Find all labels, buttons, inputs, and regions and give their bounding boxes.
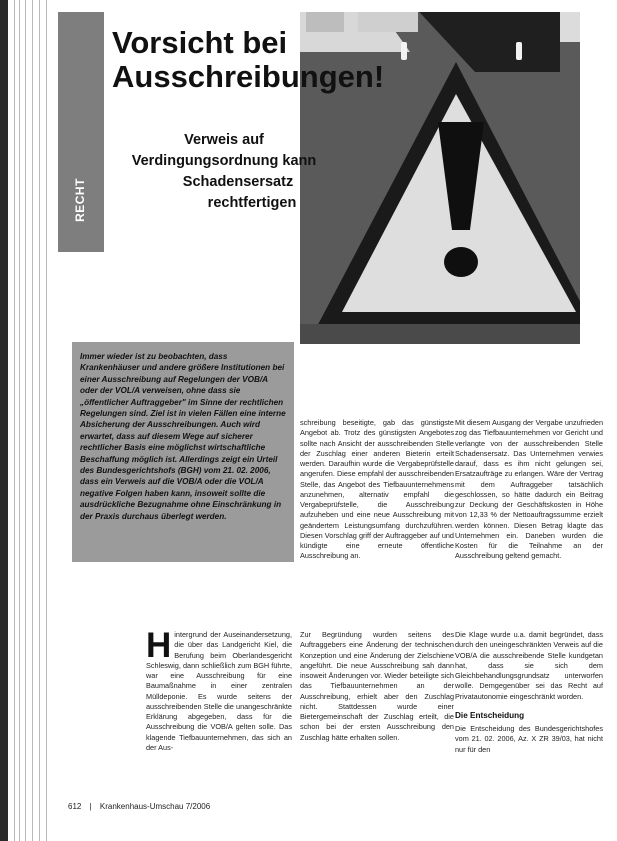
article-subtitle bbox=[104, 130, 344, 214]
body-paragraph bbox=[146, 626, 292, 753]
subtitle-line: Verdingungsordnung kann bbox=[131, 153, 317, 169]
subtitle-line: rechtfertigen bbox=[207, 195, 297, 211]
page-number: 612 bbox=[68, 802, 82, 811]
page-footer bbox=[68, 802, 210, 811]
subtitle-line: Verweis auf bbox=[184, 132, 264, 148]
title-line: Vorsicht bei bbox=[112, 25, 288, 60]
body-paragraph: schreibung beseitigte, gab das günstigste Angebot ab. Trotz des günstigsten Angebotes sollte nach Ansicht der ausschreibenden Stelle der Zuschlag einer anderen Bieterin erteilt werden. Daraufhin wurde die Vergabeprüfstelle angerufen. Diese empfahl der ausschreibenden Stelle, das Angebot des Tiefbauunternehmens anzunehmen, alternativ empfahl die Vergabeprüfstelle, die Ausschreibung aufzuheben und eine neue Ausschreibung mit geändertem Leistungsumfang durchzuführen. Diesen Vorschlag griff der Auftraggeber auf und kündigte eine erneute öffentliche Ausschreibung an. bbox=[300, 418, 454, 561]
body-paragraph: Die Entscheidung des Bundesgerichtshofes vom 21. 02. 2006, Az. X ZR 39/03, hat nicht nur für den bbox=[455, 724, 603, 754]
scan-edge bbox=[0, 0, 8, 841]
title-line: Ausschreibungen! bbox=[112, 59, 385, 94]
column-left-bottom bbox=[146, 626, 292, 762]
section-label: RECHT bbox=[73, 178, 87, 222]
intro-text: Immer wieder ist zu beobachten, dass Krankenhäuser und andere größere Institutionen bei einer Ausschreibung auf Regelungen der VOB/A oder der VOL/A verweisen, ohne dass sie „öffentlicher Auftraggeber" im Sinne der rechtlichen Regelungen sind. Ziel ist in vielen Fällen eine interne Absicherung der Ausschreibungen. Auch wird erwartet, dass auf diesem Wege auf sicherer rechtlicher Basis eine möglichst wirtschaftliche Beschaffung möglich ist. Allerdings zeigt ein Urteil des Bundesgerichtshofs (BGH) vom 21. 02. 2006, dass ein Verweis auf die VOB/A oder die VOL/A negative Folgen haben kann, insoweit sollte die ausdrückliche Bezugnahme ohne Einschränkung in der Praxis durchaus überlegt werden. bbox=[80, 352, 286, 521]
subtitle-line: Schadensersatz bbox=[182, 174, 294, 190]
section-heading: Die Entscheidung bbox=[455, 710, 525, 720]
intro-box bbox=[72, 342, 294, 562]
column-middle-top bbox=[300, 418, 454, 571]
footer-separator: | bbox=[89, 802, 92, 811]
journal-name: Krankenhaus-Umschau 7/2006 bbox=[99, 802, 211, 811]
column-right-top bbox=[455, 418, 603, 571]
body-paragraph: Zur Begründung wurden seitens des Auftraggebers eine Änderung der technischen Konzeption und eine Änderung der Zielschiene angeführt. Die neue Ausschreibung sah dann insoweit Änderungen vor. Wieder beteiligte sich das Tiefbauunternehmen an der Ausschreibung, erhielt aber den Zuschlag nicht. Stattdessen wurde einer Bietergemeinschaft der Zuschlag erteilt, die schon bei der ersten Ausschreibung den Zuschlag hätte erhalten sollen. bbox=[300, 630, 454, 742]
body-text: intergrund der Auseinandersetzung, die über das Landgericht Kiel, die Berufung beim Oberlandesgericht Schleswig, dann schließlich zum BGH führte, war eine Ausschreibung für eine Baumaßnahme in einer zentralen Mülldeponie. Es wurde seitens der ausschreibenden Stelle die unangeschränkte Erklärung abgegeben, dass für die Ausschreibung die VOB/A gelten solle. Das klagende Tiefbauunternehmen, das sich an der Aus- bbox=[146, 630, 292, 752]
page-edge-lines bbox=[14, 0, 54, 841]
section-rail bbox=[70, 160, 90, 240]
body-paragraph: Mit diesem Ausgang der Vergabe unzufrieden zog das Tiefbauunternehmen vor Gericht und verlangte von der ausschreibenden Stelle Schadensersatz. Das Unternehmen verwies darauf, dass es ihm nicht gelungen sei, Ersatzaufträge zu erlangen. Wäre der Vertrag mit dem Auftraggeber tatsächlich geschlossen, so hätte dadurch ein Beitrag zur Deckung der Geschäftskosten in Höhe von 12,33 % der Nettoauftragssumme erzielt werden können. Diesen Betrag klagte das Unternehmen ein. Daneben wurden die Kosten für die Teilnahme an der Ausschreibung geltend gemacht. bbox=[455, 418, 603, 561]
column-right-bottom bbox=[455, 630, 603, 764]
body-paragraph: Die Klage wurde u.a. damit begründet, dass durch den uneingeschränkten Verweis auf die VOB/A die ausschreibende Stelle kundgetan hat, dass sie sich dem Gleichbehandlungsgrundsatz unterworfen wolle. Demgegenüber sei das Recht auf Privatautonomie eingeschränkt worden. bbox=[455, 630, 603, 701]
drop-cap: H bbox=[146, 626, 172, 665]
article-title bbox=[112, 26, 432, 94]
column-middle-bottom bbox=[300, 630, 454, 752]
